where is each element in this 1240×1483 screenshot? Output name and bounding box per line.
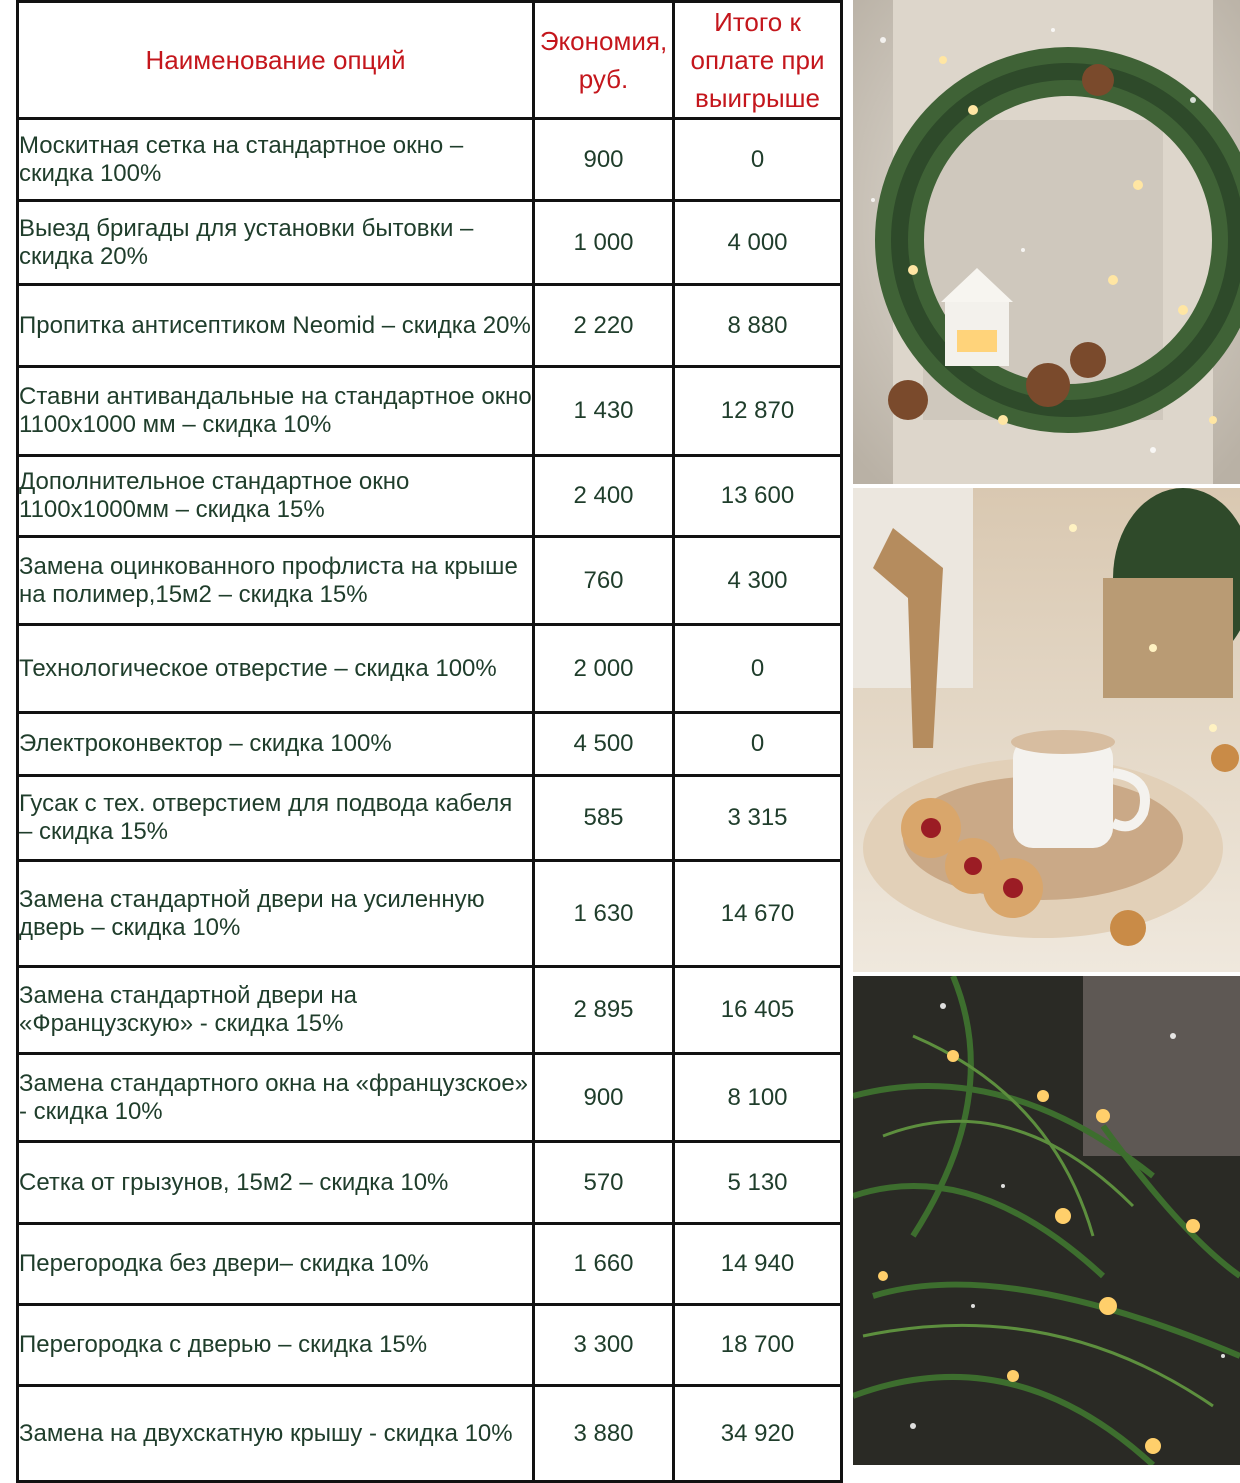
- option-name-cell: Замена стандартного окна на «французское» - скидка 10%: [18, 1054, 534, 1142]
- total-cell: 0: [674, 119, 842, 201]
- total-cell: 12 870: [674, 367, 842, 456]
- total-cell: 34 920: [674, 1386, 842, 1482]
- savings-cell: 1 630: [534, 861, 674, 967]
- total-cell: 3 315: [674, 776, 842, 861]
- savings-cell: 2 220: [534, 285, 674, 367]
- table-row: [18, 625, 842, 713]
- table-row: [18, 367, 842, 456]
- option-name-cell: Москитная сетка на стандартное окно – скидка 100%: [18, 119, 534, 201]
- table-header-row: [18, 2, 842, 119]
- total-cell: 18 700: [674, 1305, 842, 1386]
- total-cell: 4 000: [674, 201, 842, 285]
- savings-cell: 2 895: [534, 967, 674, 1054]
- table-row: [18, 537, 842, 625]
- option-name-cell: Пропитка антисептиком Neomid – скидка 20%: [18, 285, 534, 367]
- option-name-cell: Сетка от грызунов, 15м2 – скидка 10%: [18, 1142, 534, 1224]
- total-cell: 14 670: [674, 861, 842, 967]
- table-row: [18, 456, 842, 537]
- savings-cell: 570: [534, 1142, 674, 1224]
- savings-cell: 900: [534, 1054, 674, 1142]
- total-cell: 13 600: [674, 456, 842, 537]
- table-row: [18, 713, 842, 776]
- option-name-cell: Дополнительное стандартное окно 1100х1000мм – скидка 15%: [18, 456, 534, 537]
- option-name-cell: Замена оцинкованного профлиста на крыше на полимер,15м2 – скидка 15%: [18, 537, 534, 625]
- options-table-container: [16, 0, 840, 1462]
- savings-cell: 3 880: [534, 1386, 674, 1482]
- table-row: [18, 1224, 842, 1305]
- option-name-cell: Перегородка без двери– скидка 10%: [18, 1224, 534, 1305]
- header-total: Итого к оплате при выигрыше: [674, 2, 842, 119]
- total-cell: 8 880: [674, 285, 842, 367]
- total-cell: 8 100: [674, 1054, 842, 1142]
- total-cell: 14 940: [674, 1224, 842, 1305]
- option-name-cell: Замена на двухскатную крышу - скидка 10%: [18, 1386, 534, 1482]
- table-row: [18, 1386, 842, 1482]
- option-name-cell: Ставни антивандальные на стандартное окно 1100х1000 мм – скидка 10%: [18, 367, 534, 456]
- savings-cell: 1 000: [534, 201, 674, 285]
- table-row: [18, 285, 842, 367]
- option-name-cell: Перегородка с дверью – скидка 15%: [18, 1305, 534, 1386]
- table-row: [18, 1054, 842, 1142]
- table-row: [18, 861, 842, 967]
- photo-collage: [853, 0, 1240, 1465]
- christmas-wreath-photo: [853, 0, 1240, 484]
- total-cell: 4 300: [674, 537, 842, 625]
- total-cell: 0: [674, 713, 842, 776]
- savings-cell: 1 430: [534, 367, 674, 456]
- total-cell: 0: [674, 625, 842, 713]
- option-name-cell: Технологическое отверстие – скидка 100%: [18, 625, 534, 713]
- option-name-cell: Электроконвектор – скидка 100%: [18, 713, 534, 776]
- table-row: [18, 1142, 842, 1224]
- savings-cell: 2 000: [534, 625, 674, 713]
- savings-cell: 585: [534, 776, 674, 861]
- table-row: [18, 201, 842, 285]
- cocoa-cookies-photo: [853, 488, 1240, 972]
- header-option-name: Наименование опций: [18, 2, 534, 119]
- total-cell: 16 405: [674, 967, 842, 1054]
- table-row: [18, 776, 842, 861]
- table-row: [18, 1305, 842, 1386]
- option-name-cell: Гусак с тех. отверстием для подвода кабеля – скидка 15%: [18, 776, 534, 861]
- options-table: [16, 0, 843, 1483]
- savings-cell: 3 300: [534, 1305, 674, 1386]
- option-name-cell: Замена стандартной двери на «Французскую» - скидка 15%: [18, 967, 534, 1054]
- total-cell: 5 130: [674, 1142, 842, 1224]
- christmas-tree-lights-photo: [853, 976, 1240, 1465]
- savings-cell: 2 400: [534, 456, 674, 537]
- savings-cell: 1 660: [534, 1224, 674, 1305]
- savings-cell: 900: [534, 119, 674, 201]
- option-name-cell: Замена стандартной двери на усиленную дверь – скидка 10%: [18, 861, 534, 967]
- header-savings: Экономия, руб.: [534, 2, 674, 119]
- savings-cell: 760: [534, 537, 674, 625]
- savings-cell: 4 500: [534, 713, 674, 776]
- table-row: [18, 967, 842, 1054]
- table-row: [18, 119, 842, 201]
- option-name-cell: Выезд бригады для установки бытовки – скидка 20%: [18, 201, 534, 285]
